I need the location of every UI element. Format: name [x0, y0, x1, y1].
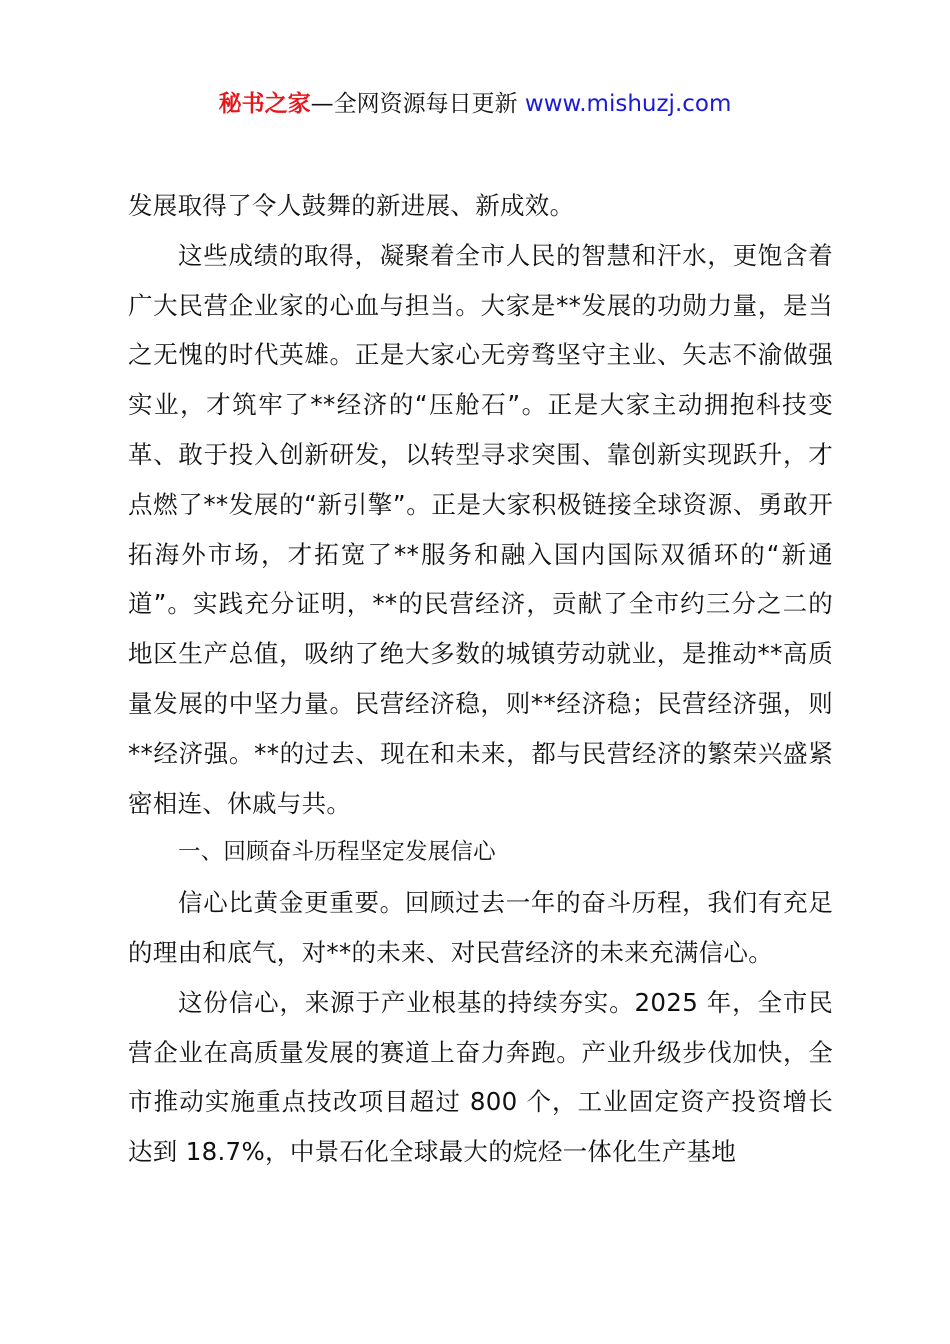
- document-body: [128, 181, 833, 1177]
- paragraph-continuation: 发展取得了令人鼓舞的新进展、新成效。: [128, 191, 575, 220]
- paragraph-confidence: 信心比黄金更重要。回顾过去一年的奋斗历程，我们有充足的理由和底气，对**的未来、对民营经济的未来充满信心。: [128, 888, 833, 967]
- section-heading: 一、回顾奋斗历程坚定发展信心: [178, 839, 496, 866]
- site-header: [0, 86, 950, 122]
- paragraph-industry: 这份信心，来源于产业根基的持续夯实。2025 年，全市民营企业在高质量发展的赛道上奋力奔跑。产业升级步伐加快，全市推动实施重点技改项目超过 800 个，工业固定资产投资增长达到 18.7%，中景石化全球最大的烷烃一体化生产基地: [128, 987, 833, 1167]
- site-url-link[interactable]: www.mishuzj.com: [524, 91, 732, 117]
- site-tagline: —全网资源每日更新: [310, 91, 525, 117]
- paragraph-achievements: 这些成绩的取得，凝聚着全市人民的智慧和汗水，更饱含着广大民营企业家的心血与担当。大家是**发展的功勋力量，是当之无愧的时代英雄。正是大家心无旁骛坚守主业、矢志不渝做强实业，才筑牢了**经济的“压舱石”。正是大家主动拥抱科技变革、敢于投入创新研发，以转型寻求突围、靠创新实现跃升，才点燃了**发展的“新引擎”。正是大家积极链接全球资源、勇敢开拓海外市场，才拓宽了**服务和融入国内国际双循环的“新通道”。实践充分证明，**的民营经济，贡献了全市约三分之二的地区生产总值，吸纳了绝大多数的城镇劳动就业，是推动**高质量发展的中坚力量。民营经济稳，则**经济稳；民营经济强，则**经济强。**的过去、现在和未来，都与民营经济的繁荣兴盛紧密相连、休戚与共。: [128, 240, 833, 818]
- site-brand: 秘书之家: [218, 91, 311, 117]
